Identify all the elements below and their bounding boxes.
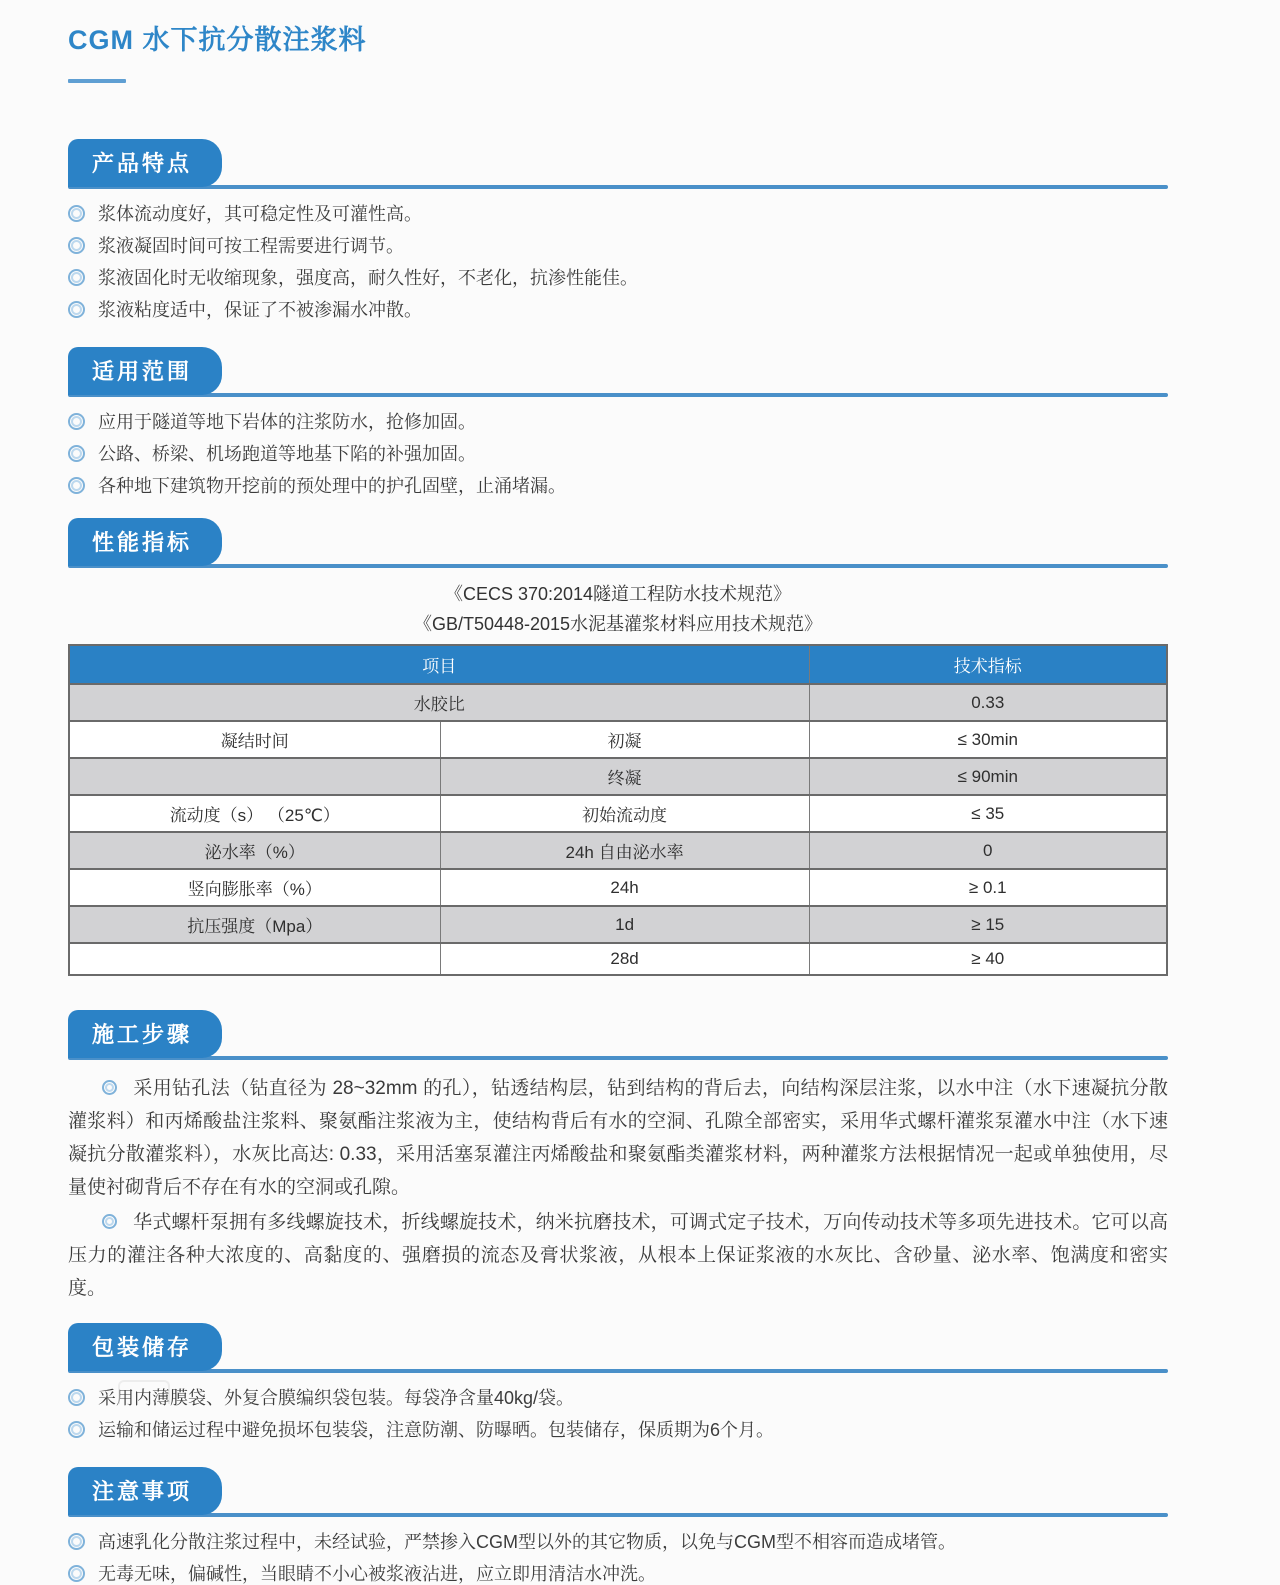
section-badge: 注意事项: [68, 1467, 222, 1515]
table-cell: 水胶比: [69, 684, 809, 721]
table-cell: 竖向膨胀率（%）: [69, 869, 440, 906]
table-cell: 24h: [440, 869, 809, 906]
section-scope: [68, 347, 1168, 497]
table-cell: [69, 758, 440, 795]
bullseye-bullet-icon: [68, 445, 85, 462]
standard-reference: 《GB/T50448-2015水泥基灌浆材料应用技术规范》: [413, 614, 823, 634]
table-cell: 流动度（s） （25℃）: [69, 795, 440, 832]
list-item: [68, 299, 1168, 321]
list-item: [68, 475, 1168, 497]
table-row: [69, 906, 1167, 943]
table-row: [69, 721, 1167, 758]
bullseye-bullet-icon: [68, 1389, 85, 1406]
section-badge: 适用范围: [68, 347, 222, 395]
table-row: [69, 869, 1167, 906]
section-header: [68, 347, 1168, 397]
table-row: [69, 795, 1167, 832]
scope-list: [68, 411, 1168, 497]
list-item-text: 浆液固化时无收缩现象，强度高，耐久性好，不老化，抗渗性能佳。: [98, 268, 638, 288]
table-cell: ≥ 40: [809, 943, 1167, 975]
section-rule: [68, 1369, 1168, 1373]
table-cell: ≥ 15: [809, 906, 1167, 943]
section-rule: [68, 185, 1168, 189]
list-item-text: 各种地下建筑物开挖前的预处理中的护孔固壁，止涌堵漏。: [98, 476, 566, 496]
section-features: [68, 139, 1168, 321]
list-item-text: 无毒无味，偏碱性，当眼睛不小心被浆液沾进，应立即用清洁水冲洗。: [98, 1564, 656, 1584]
page-title: CGM 水下抗分散注浆料: [68, 25, 367, 55]
bullseye-bullet-icon: [68, 269, 85, 286]
bullseye-bullet-icon: [68, 301, 85, 318]
table-row: [69, 758, 1167, 795]
bullseye-bullet-icon: [68, 1533, 85, 1550]
title-underline: [68, 79, 126, 83]
construction-paragraphs: [68, 1072, 1168, 1305]
packaging-list: [68, 1387, 1168, 1441]
table-cell: [69, 943, 440, 975]
list-item-text: 高速乳化分散注浆过程中，未经试验，严禁掺入CGM型以外的其它物质，以免与CGM型不相容而造成堵管。: [98, 1532, 956, 1552]
section-header: [68, 1323, 1168, 1373]
list-item: [68, 1531, 1168, 1553]
bullseye-bullet-icon: [68, 237, 85, 254]
standard-reference: 《CECS 370:2014隧道工程防水技术规范》: [444, 584, 792, 604]
list-item: [68, 1387, 1168, 1409]
table-cell: 0: [809, 832, 1167, 869]
section-rule: [68, 564, 1168, 568]
section-header: [68, 139, 1168, 189]
list-item-text: 运输和储运过程中避免损坏包装袋，注意防潮、防曝晒。包装储存，保质期为6个月。: [98, 1420, 775, 1440]
list-item-text: 浆液凝固时间可按工程需要进行调节。: [98, 236, 404, 256]
section-construction: [68, 1010, 1168, 1305]
list-item: [68, 1419, 1168, 1441]
table-cell: 1d: [440, 906, 809, 943]
list-item: [68, 1563, 1168, 1585]
table-row: [69, 943, 1167, 975]
list-item: [68, 411, 1168, 433]
paragraph-text: 采用钻孔法（钻直径为 28~32mm 的孔），钻透结构层，钻到结构的背后去，向结构深层注浆，以水中注（水下速凝抗分散灌浆料）和丙烯酸盐注浆料、聚氨酯注浆液为主，使结构背后有水的空洞、孔隙全部密实，采用华式螺杆灌浆泵灌水中注（水下速凝抗分散灌浆料），水灰比高达: 0.33，采用活塞泵灌注丙烯酸盐和聚氨酯类灌浆材料，两种灌浆方法根据情况一起或单独使用，尽量使衬砌背后不存在有水的空洞或孔隙。: [68, 1078, 1168, 1198]
features-list: [68, 203, 1168, 321]
paragraph: [68, 1206, 1168, 1305]
list-item-text: 浆体流动度好，其可稳定性及可灌性高。: [98, 204, 422, 224]
performance-table: [68, 644, 1168, 976]
section-badge: 包装储存: [68, 1323, 222, 1371]
table-cell: 24h 自由泌水率: [440, 832, 809, 869]
list-item-text: 应用于隧道等地下岩体的注浆防水，抢修加固。: [98, 412, 476, 432]
bullseye-bullet-icon: [68, 205, 85, 222]
list-item: [68, 443, 1168, 465]
list-item: [68, 235, 1168, 257]
table-cell: 0.33: [809, 684, 1167, 721]
table-header-value: 技术指标: [809, 645, 1167, 684]
table-header-row: [69, 645, 1167, 684]
section-header: [68, 518, 1168, 568]
section-notes: [68, 1467, 1168, 1585]
paragraph-text: 华式螺杆泵拥有多线螺旋技术，折线螺旋技术，纳米抗磨技术，可调式定子技术，万向传动技术等多项先进技术。它可以高压力的灌注各种大浓度的、高黏度的、强磨损的流态及膏状浆液，从根本上保证浆液的水灰比、含砂量、泌水率、饱满度和密实度。: [68, 1212, 1168, 1299]
bullseye-bullet-icon: [68, 413, 85, 430]
table-cell: 泌水率（%）: [69, 832, 440, 869]
table-header-item: 项目: [69, 645, 809, 684]
list-item-text: 浆液粘度适中，保证了不被渗漏水冲散。: [98, 300, 422, 320]
table-cell: ≤ 30min: [809, 721, 1167, 758]
notes-list: [68, 1531, 1168, 1585]
section-packaging: [68, 1323, 1168, 1441]
section-performance: [68, 518, 1168, 976]
list-item-text: 采用内薄膜袋、外复合膜编织袋包装。每袋净含量40kg/袋。: [98, 1388, 575, 1408]
list-item: [68, 203, 1168, 225]
table-cell: ≤ 90min: [809, 758, 1167, 795]
list-item: [68, 267, 1168, 289]
section-rule: [68, 393, 1168, 397]
bullseye-bullet-icon: [68, 1421, 85, 1438]
table-row: [69, 832, 1167, 869]
table-cell: 抗压强度（Mpa）: [69, 906, 440, 943]
bullseye-bullet-icon: [68, 1565, 85, 1582]
table-cell: 初始流动度: [440, 795, 809, 832]
list-item-text: 公路、桥梁、机场跑道等地基下陷的补强加固。: [98, 444, 476, 464]
table-cell: 28d: [440, 943, 809, 975]
bullseye-bullet-icon: [102, 1214, 117, 1229]
bullseye-bullet-icon: [102, 1080, 117, 1095]
section-badge: 产品特点: [68, 139, 222, 187]
section-header: [68, 1010, 1168, 1060]
table-cell: 终凝: [440, 758, 809, 795]
section-rule: [68, 1513, 1168, 1517]
section-badge: 性能指标: [68, 518, 222, 566]
bullseye-bullet-icon: [68, 477, 85, 494]
faint-watermark-shape: [118, 1380, 170, 1404]
table-cell: ≥ 0.1: [809, 869, 1167, 906]
section-header: [68, 1467, 1168, 1517]
table-cell: ≤ 35: [809, 795, 1167, 832]
table-cell: 凝结时间: [69, 721, 440, 758]
paragraph: [68, 1072, 1168, 1204]
section-rule: [68, 1056, 1168, 1060]
table-cell: 初凝: [440, 721, 809, 758]
standards-references: [68, 584, 1168, 634]
table-row: [69, 684, 1167, 721]
section-badge: 施工步骤: [68, 1010, 222, 1058]
